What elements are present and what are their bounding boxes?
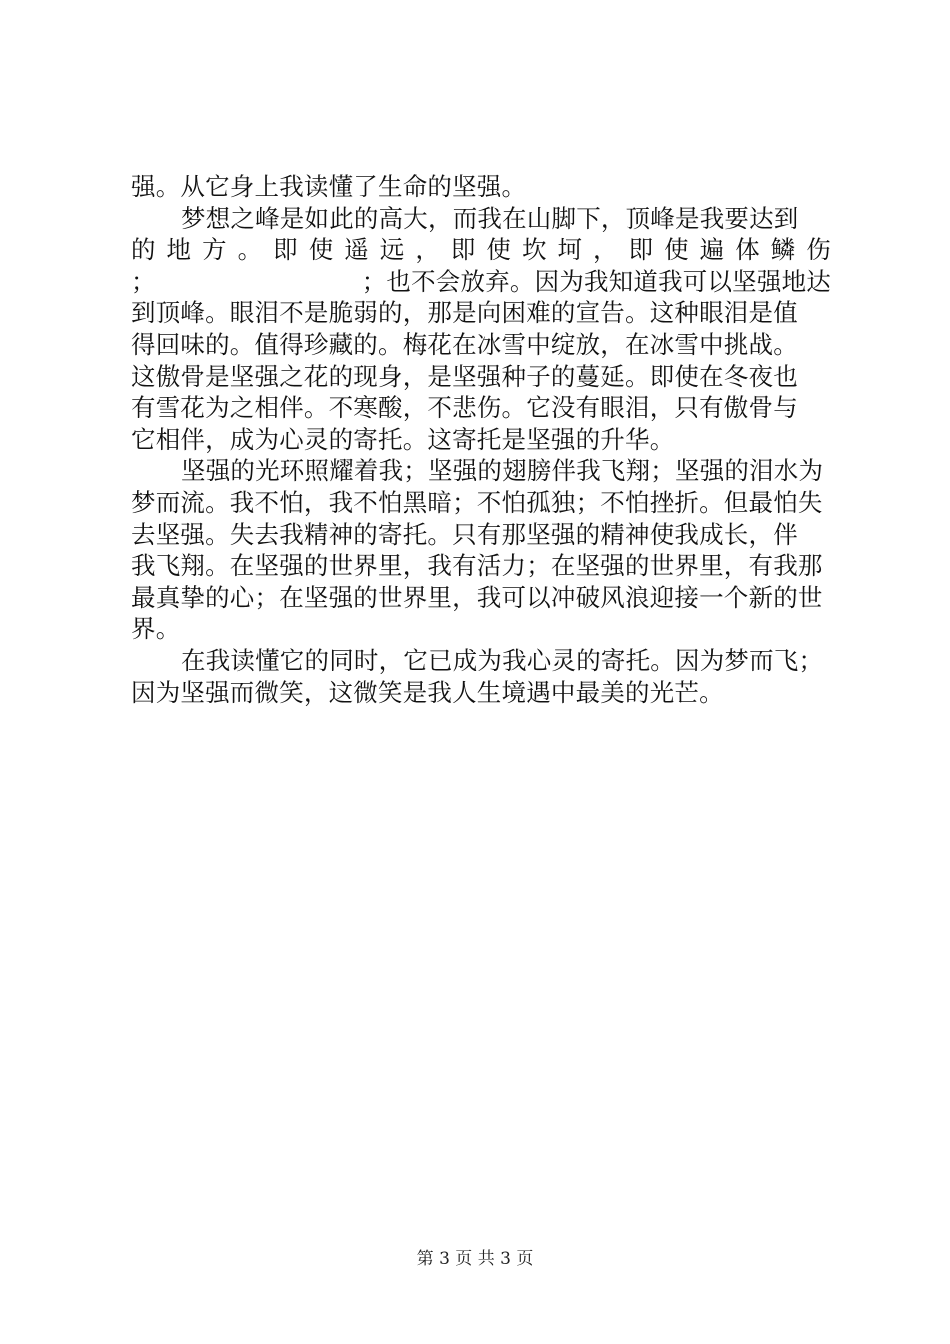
text-line-15: 界。 — [131, 614, 181, 644]
document-body — [131, 171, 831, 708]
text-line-10: 坚强的光环照耀着我；坚强的翅膀伴我飞翔；坚强的泪水为 — [181, 456, 824, 486]
text-line-16: 在我读懂它的同时，它已成为我心灵的寄托。因为梦而飞； — [181, 645, 824, 675]
text-line-14: 最真挚的心；在坚强的世界里，我可以冲破风浪迎接一个新的世 — [131, 582, 823, 612]
text-line-11: 梦而流。我不怕，我不怕黑暗；不怕孤独；不怕挫折。但最怕失 — [131, 487, 823, 517]
text-line-3: 的 地 方 。 即 使 遥 远 ， 即 使 坎 坷 ， 即 使 遍 体 鳞 伤 — [131, 235, 831, 265]
text-line-9: 它相伴，成为心灵的寄托。这寄托是坚强的升华。 — [131, 424, 675, 454]
text-line-1: 强。从它身上我读懂了生命的坚强。 — [131, 172, 527, 201]
text-line-6: 得回味的。值得珍藏的。梅花在冰雪中绽放，在冰雪中挑战。 — [131, 329, 798, 359]
text-line-2: 梦想之峰是如此的高大，而我在山脚下，顶峰是我要达到 — [181, 203, 799, 233]
text-line-5: 到顶峰。眼泪不是脆弱的，那是向困难的宣告。这种眼泪是值 — [131, 298, 798, 328]
page-number-footer: 第 3 页 共 3 页 — [416, 1249, 534, 1269]
text-line-12: 去坚强。失去我精神的寄托。只有那坚强的精神使我成长，伴 — [131, 519, 798, 549]
semicolon-mark: ； — [131, 266, 156, 296]
text-line-4-content: ；也不会放弃。因为我知道我可以坚强地达 — [361, 266, 831, 296]
text-line-8: 有雪花为之相伴。不寒酸，不悲伤。它没有眼泪，只有傲骨与 — [131, 393, 798, 423]
text-line-17: 因为坚强而微笑，这微笑是我人生境遇中最美的光芒。 — [131, 677, 724, 707]
text-line-4 — [131, 266, 831, 298]
text-line-13: 我飞翔。在坚强的世界里，我有活力；在坚强的世界里，有我那 — [131, 551, 823, 581]
text-line-7: 这傲骨是坚强之花的现身，是坚强种子的蔓延。即使在冬夜也 — [131, 361, 798, 391]
